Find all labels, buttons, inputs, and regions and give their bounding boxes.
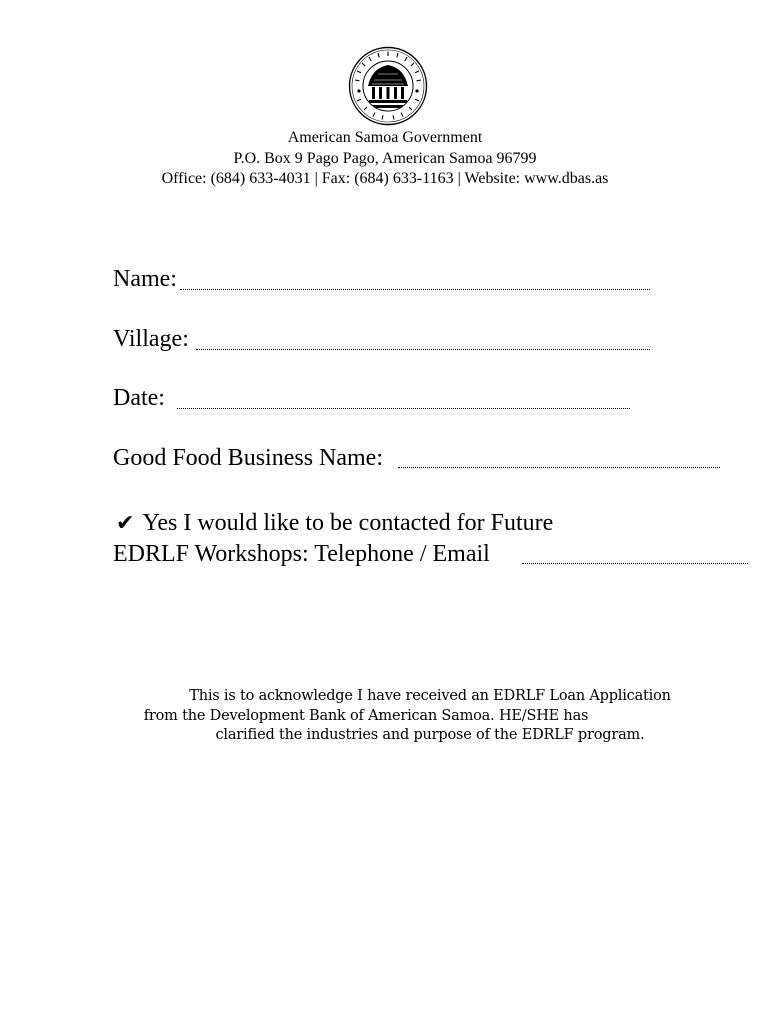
acknowledgment-text — [0, 687, 770, 746]
checkmark-icon[interactable]: ✔ — [116, 511, 135, 536]
development-bank-seal-icon — [348, 46, 428, 126]
business-name-field[interactable] — [398, 467, 720, 468]
contact-consent — [116, 508, 553, 539]
business-name-label: Good Food Business Name: — [113, 445, 383, 471]
date-label: Date: — [113, 385, 165, 411]
letterhead — [0, 128, 770, 190]
contact-info: Office: (684) 633-4031 | Fax: (684) 633-1163 | Website: www.dbas.as — [161, 170, 609, 187]
acknowledgment-line: This is to acknowledge I have received an EDRLF Loan Application — [189, 688, 671, 704]
postal-address: P.O. Box 9 Pago Pago, American Samoa 96799 — [233, 149, 537, 167]
acknowledgment-line: clarified the industries and purpose of the EDRLF program. — [215, 727, 645, 743]
contact-method-label: EDRLF Workshops: Telephone / Email — [113, 541, 490, 567]
organization-name: American Samoa Government — [287, 129, 483, 146]
name-field[interactable] — [180, 289, 650, 290]
village-label: Village: — [113, 326, 189, 352]
contact-method-field[interactable] — [522, 563, 748, 564]
name-label: Name: — [113, 266, 177, 292]
acknowledgment-line: from the Development Bank of American Samoa. HE/SHE has — [143, 707, 589, 724]
date-field[interactable] — [177, 408, 630, 409]
village-field[interactable] — [196, 349, 650, 350]
contact-consent-text: Yes I would like to be contacted for Future — [142, 510, 554, 536]
